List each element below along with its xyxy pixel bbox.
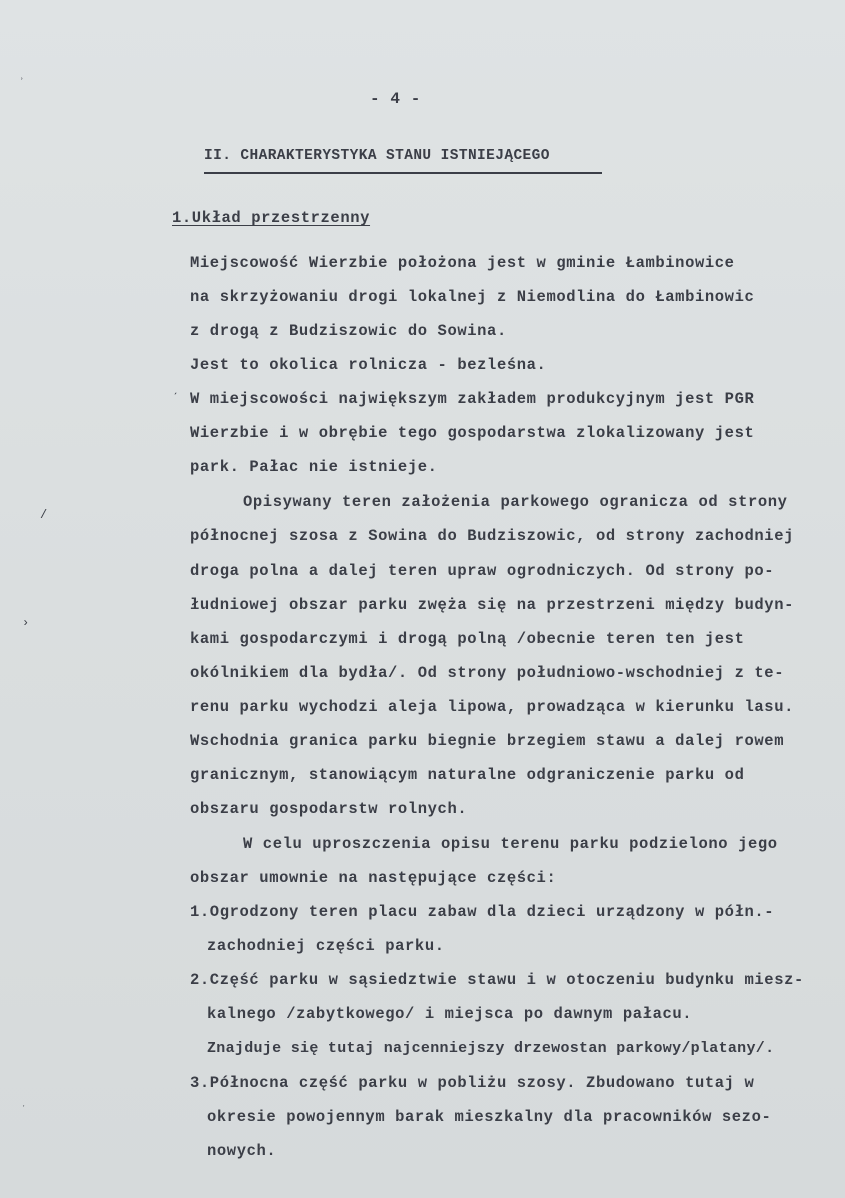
chapter-title: II. CHARAKTERYSTYKA STANU ISTNIEJĄCEGO [204,148,550,164]
body-line: Opisywany teren założenia parkowego ogranicza od strony [243,493,788,511]
body-line: północnej szosa z Sowina do Budziszowic, od strony zachodniej [190,527,794,545]
body-line: Miejscowość Wierzbie położona jest w gminie Łambinowice [190,254,735,272]
list-item-2-cont: kalnego /zabytkowego/ i miejsca po dawnym pałacu. [207,1005,693,1023]
list-item-3-cont: nowych. [207,1142,277,1160]
section-title: 1.Układ przestrzenny [172,209,371,227]
body-line: kami gospodarczymi i drogą polną /obecnie teren ten jest [190,630,745,648]
body-line: granicznym, stanowiącym naturalne odgraniczenie parku od [190,766,745,784]
scan-mark: ˑ [20,1102,28,1116]
list-item-2-cont: Znajduje się tutaj najcenniejszy drzewostan parkowy/platany/. [207,1040,775,1057]
body-line: Jest to okolica rolnicza - bezleśna. [190,356,547,374]
body-line: droga polna a dalej teren upraw ogrodniczych. Od strony po- [190,562,775,580]
body-line: łudniowej obszar parku zwęża się na przestrzeni między budyn- [190,596,794,614]
list-item-3-cont: okresie powojennym barak mieszkalny dla pracowników sezo- [207,1108,772,1126]
body-line: W celu uproszczenia opisu terenu parku podzielono jego [243,835,778,853]
body-line: Wschodnia granica parku biegnie brzegiem stawu a dalej rowem [190,732,785,750]
chapter-underline [204,172,602,174]
scan-mark: / [40,508,48,522]
list-item-1: 1.Ogrodzony teren placu zabaw dla dzieci urządzony w półn.- [190,903,775,921]
body-line: z drogą z Budziszowic do Sowina. [190,322,507,340]
list-item-2: 2.Część parku w sąsiedztwie stawu i w otoczeniu budynku miesz- [190,971,804,989]
body-line: na skrzyżowaniu drogi lokalnej z Niemodlina do Łambinowic [190,288,755,306]
page-number: - 4 - [370,90,422,108]
body-line: Wierzbie i w obrębie tego gospodarstwa zlokalizowany jest [190,424,755,442]
body-line: obszar umownie na następujące części: [190,869,557,887]
body-line: park. Pałac nie istnieje. [190,458,438,476]
body-line: renu parku wychodzi aleja lipowa, prowadząca w kierunku lasu. [190,698,794,716]
list-item-3: 3.Północna część parku w pobliżu szosy. Zbudowano tutaj w [190,1074,755,1092]
list-item-1-cont: zachodniej części parku. [207,937,445,955]
body-line: W miejscowości największym zakładem produkcyjnym jest PGR [190,390,755,408]
scan-mark: ˏ [172,382,180,396]
scan-mark: › [22,616,30,630]
body-line: obszaru gospodarstw rolnych. [190,800,468,818]
body-line: okólnikiem dla bydła/. Od strony południowo-wschodniej z te- [190,664,785,682]
scan-mark: ˒ [18,70,26,84]
